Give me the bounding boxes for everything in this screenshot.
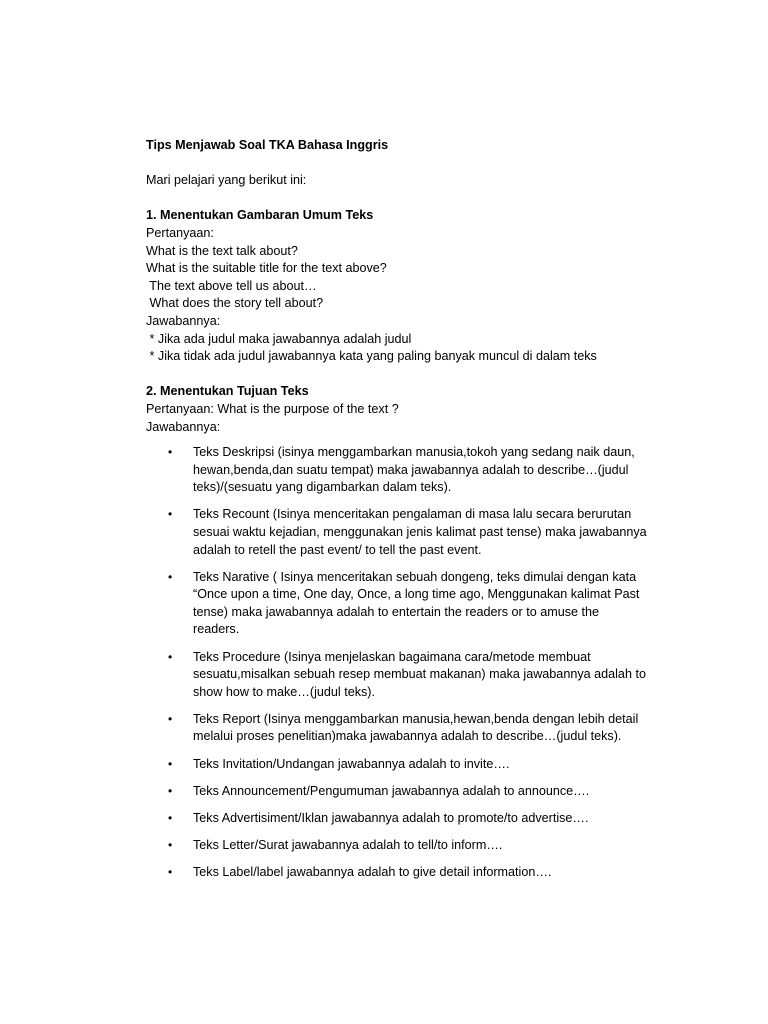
bullet-icon: • <box>168 864 173 879</box>
list-item <box>146 837 666 855</box>
list-item-text: Teks Announcement/Pengumuman jawabannya adalah to announce…. <box>193 783 590 798</box>
list-item <box>146 569 666 639</box>
spacer <box>146 190 666 208</box>
intro-text: Mari pelajari yang berikut ini: <box>146 173 307 188</box>
section1-question: What is the suitable title for the text above? <box>146 261 387 276</box>
bullet-icon: • <box>168 507 173 522</box>
section1-heading: 1. Menentukan Gambaran Umum Teks <box>146 208 374 223</box>
list-item <box>146 783 666 801</box>
list-item-text: Teks Recount (Isinya menceritakan pengalaman di masa lalu secara berurutan sesuai waktu kejadian, menggunakan jenis kalimat past tense) maka jawabannya adalah to retell the past event/ to tell the past event. <box>193 507 647 557</box>
section1-answer: * Jika ada judul maka jawabannya adalah judul <box>146 331 412 346</box>
list-item-text: Teks Narative ( Isinya menceritakan sebuah dongeng, teks dimulai dengan kata “Once upon a time, One day, Once, a long time ago, Menggunakan kalimat Past tense) maka jawabannya adalah to entertain the readers or to amuse the readers. <box>193 569 640 637</box>
section2-question: Pertanyaan: What is the purpose of the text ? <box>146 401 399 416</box>
list-item-text: Teks Report (Isinya menggambarkan manusia,hewan,benda dengan lebih detail melalui proses penelitian)maka jawabannya adalah to describe…(judul teks). <box>193 711 639 744</box>
list-item <box>146 756 666 774</box>
list-item <box>146 711 666 746</box>
bullet-icon: • <box>168 711 173 726</box>
section1-answer: * Jika tidak ada judul jawabannya kata yang paling banyak muncul di dalam teks <box>146 349 597 364</box>
list-item-text: Teks Deskripsi (isinya menggambarkan manusia,tokoh yang sedang naik daun, hewan,benda,dan suatu tempat) maka jawabannya adalah to describe…(judul teks)/(sesuatu yang digambarkan dalam teks). <box>193 445 635 495</box>
bullet-icon: • <box>168 783 173 798</box>
bullet-icon: • <box>168 569 173 584</box>
bullet-icon: • <box>168 756 173 771</box>
bullet-icon: • <box>168 810 173 825</box>
spacer <box>146 155 666 173</box>
section2-answers-label: Jawabannya: <box>146 419 221 434</box>
bullet-icon: • <box>168 649 173 664</box>
section1-answers-label: Jawabannya: <box>146 313 221 328</box>
section1-question: What does the story tell about? <box>146 296 324 311</box>
bullet-icon: • <box>168 445 173 460</box>
document-title: Tips Menjawab Soal TKA Bahasa Inggris <box>146 138 389 152</box>
list-item-text: Teks Invitation/Undangan jawabannya adalah to invite…. <box>193 756 510 771</box>
section1-question: What is the text talk about? <box>146 243 298 258</box>
section2-heading: 2. Menentukan Tujuan Teks <box>146 384 309 399</box>
section1-question: The text above tell us about… <box>146 278 317 293</box>
list-item <box>146 649 666 702</box>
bullet-icon: • <box>168 837 173 852</box>
section1-questions-label: Pertanyaan: <box>146 225 214 240</box>
list-item <box>146 444 666 497</box>
spacer <box>146 366 666 384</box>
list-item <box>146 506 666 559</box>
list-item-text: Teks Procedure (Isinya menjelaskan bagaimana cara/metode membuat sesuatu,misalkan sebuah resep membuat makanan) maka jawabannya adalah to show how to make…(judul teks). <box>193 649 646 699</box>
list-item-text: Teks Letter/Surat jawabannya adalah to tell/to inform…. <box>193 837 503 852</box>
list-item <box>146 864 666 882</box>
list-item-text: Teks Advertisiment/Iklan jawabannya adalah to promote/to advertise…. <box>193 810 589 825</box>
text-type-list <box>146 444 666 881</box>
list-item-text: Teks Label/label jawabannya adalah to give detail information…. <box>193 864 552 879</box>
list-item <box>146 810 666 828</box>
document-page <box>146 137 666 891</box>
